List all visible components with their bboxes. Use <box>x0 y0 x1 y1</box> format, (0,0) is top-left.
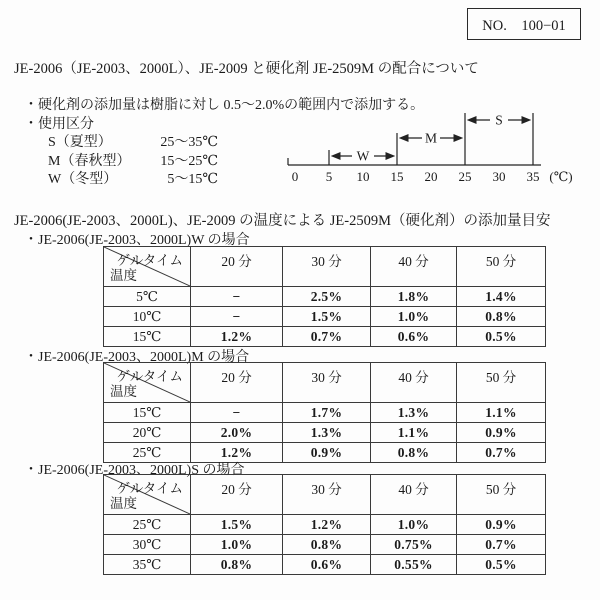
value-cell: 0.7% <box>283 327 371 347</box>
temp-cell: 25℃ <box>104 515 191 535</box>
value-cell: 0.5% <box>457 555 546 575</box>
temp-cell: 20℃ <box>104 423 191 443</box>
note-dosage: ・硬化剤の添加量は樹脂に対し 0.5～2.0%の範囲内で添加する。 <box>24 98 425 113</box>
value-cell: 0.7% <box>457 535 546 555</box>
zone-label-s: S <box>495 112 503 128</box>
value-cell: − <box>191 307 283 327</box>
value-cell: 1.8% <box>371 287 457 307</box>
table-header-row <box>104 363 546 403</box>
tick-label-5: 5 <box>325 169 333 184</box>
column-header: 50 分 <box>457 363 546 403</box>
value-cell: 1.2% <box>191 443 283 463</box>
page-title: JE-2006（JE-2003、2000L）、JE-2009 と硬化剤 JE-2509M の配合について <box>14 61 479 77</box>
table-row <box>104 403 546 423</box>
doc-number-box <box>467 8 581 40</box>
usage-type-range: 25～35℃ <box>160 135 218 150</box>
value-cell: 1.2% <box>283 515 371 535</box>
column-header: 20 分 <box>191 363 283 403</box>
tick-label-20: 20 <box>424 169 438 184</box>
temp-cell: 15℃ <box>104 327 191 347</box>
column-header: 30 分 <box>283 475 371 515</box>
doc-number-label: NO. 100−01 <box>482 17 566 34</box>
usage-type-row-m <box>48 150 218 170</box>
hardener-table-s <box>103 474 546 575</box>
note-usage-heading: ・使用区分 <box>24 117 94 132</box>
gel-time-corner-label: ゲルタイム <box>116 253 183 268</box>
table-header-row <box>104 475 546 515</box>
table-caption-s: ・JE-2006(JE-2003、2000L)S の場合 <box>24 463 245 478</box>
column-header: 40 分 <box>371 475 457 515</box>
usage-type-row-s <box>48 131 218 151</box>
column-header: 30 分 <box>283 363 371 403</box>
section2-title: JE-2006(JE-2003、2000L)、JE-2009 の温度による JE-2509M（硬化剤）の添加量目安 <box>14 213 551 229</box>
corner-header-cell <box>104 475 191 515</box>
column-header: 50 分 <box>457 475 546 515</box>
table-row <box>104 535 546 555</box>
value-cell: 0.55% <box>371 555 457 575</box>
value-cell: 1.0% <box>371 515 457 535</box>
value-cell: 0.8% <box>371 443 457 463</box>
column-header: 20 分 <box>191 247 283 287</box>
zone-label-m: M <box>424 130 438 146</box>
usage-type-code: W（冬型） <box>48 172 118 187</box>
hardener-table-w <box>103 246 546 347</box>
value-cell: 1.5% <box>191 515 283 535</box>
axis-unit-label: (℃) <box>549 169 573 184</box>
table-header-row <box>104 247 546 287</box>
usage-type-code: S（夏型） <box>48 135 112 150</box>
value-cell: 1.3% <box>371 403 457 423</box>
temperature-corner-label: 温度 <box>110 268 137 283</box>
value-cell: 1.2% <box>191 327 283 347</box>
tick-label-10: 10 <box>356 169 370 184</box>
corner-header-cell <box>104 247 191 287</box>
tick-label-15: 15 <box>390 169 404 184</box>
usage-type-range: 15～25℃ <box>160 154 218 169</box>
value-cell: 0.6% <box>371 327 457 347</box>
usage-type-code: M（春秋型） <box>48 154 131 169</box>
column-header: 20 分 <box>191 475 283 515</box>
value-cell: 0.6% <box>283 555 371 575</box>
value-cell: − <box>191 403 283 423</box>
tick-label-30: 30 <box>492 169 506 184</box>
tick-label-0: 0 <box>291 169 299 184</box>
value-cell: 0.7% <box>457 443 546 463</box>
value-cell: 1.3% <box>283 423 371 443</box>
usage-type-range: 5～15℃ <box>167 172 218 187</box>
temp-cell: 5℃ <box>104 287 191 307</box>
column-header: 50 分 <box>457 247 546 287</box>
table-caption-w: ・JE-2006(JE-2003、2000L)W の場合 <box>24 233 250 248</box>
value-cell: 0.5% <box>457 327 546 347</box>
value-cell: 1.4% <box>457 287 546 307</box>
value-cell: 0.8% <box>283 535 371 555</box>
value-cell: 0.8% <box>457 307 546 327</box>
table-row <box>104 423 546 443</box>
temp-cell: 25℃ <box>104 443 191 463</box>
table-row <box>104 287 546 307</box>
tick-label-35: 35 <box>526 169 540 184</box>
value-cell: 1.5% <box>283 307 371 327</box>
temp-cell: 10℃ <box>104 307 191 327</box>
gel-time-corner-label: ゲルタイム <box>116 481 183 496</box>
corner-header-cell <box>104 363 191 403</box>
temperature-range-diagram <box>284 104 590 190</box>
temp-cell: 35℃ <box>104 555 191 575</box>
temp-cell: 15℃ <box>104 403 191 423</box>
hardener-table-m <box>103 362 546 463</box>
table-row <box>104 327 546 347</box>
table-caption-m: ・JE-2006(JE-2003、2000L)M の場合 <box>24 350 250 365</box>
zone-label-w: W <box>356 148 370 164</box>
value-cell: 0.75% <box>371 535 457 555</box>
tick-label-25: 25 <box>458 169 472 184</box>
value-cell: 1.0% <box>371 307 457 327</box>
column-header: 40 分 <box>371 247 457 287</box>
temperature-corner-label: 温度 <box>110 384 137 399</box>
value-cell: 0.8% <box>191 555 283 575</box>
value-cell: − <box>191 287 283 307</box>
column-header: 30 分 <box>283 247 371 287</box>
value-cell: 2.0% <box>191 423 283 443</box>
value-cell: 1.0% <box>191 535 283 555</box>
temperature-corner-label: 温度 <box>110 496 137 511</box>
value-cell: 0.9% <box>283 443 371 463</box>
table-row <box>104 307 546 327</box>
value-cell: 0.9% <box>457 423 546 443</box>
value-cell: 1.7% <box>283 403 371 423</box>
value-cell: 1.1% <box>457 403 546 423</box>
gel-time-corner-label: ゲルタイム <box>116 369 183 384</box>
value-cell: 0.9% <box>457 515 546 535</box>
value-cell: 1.1% <box>371 423 457 443</box>
value-cell: 2.5% <box>283 287 371 307</box>
usage-type-row-w <box>48 168 218 188</box>
temp-cell: 30℃ <box>104 535 191 555</box>
table-row <box>104 555 546 575</box>
table-row <box>104 515 546 535</box>
column-header: 40 分 <box>371 363 457 403</box>
